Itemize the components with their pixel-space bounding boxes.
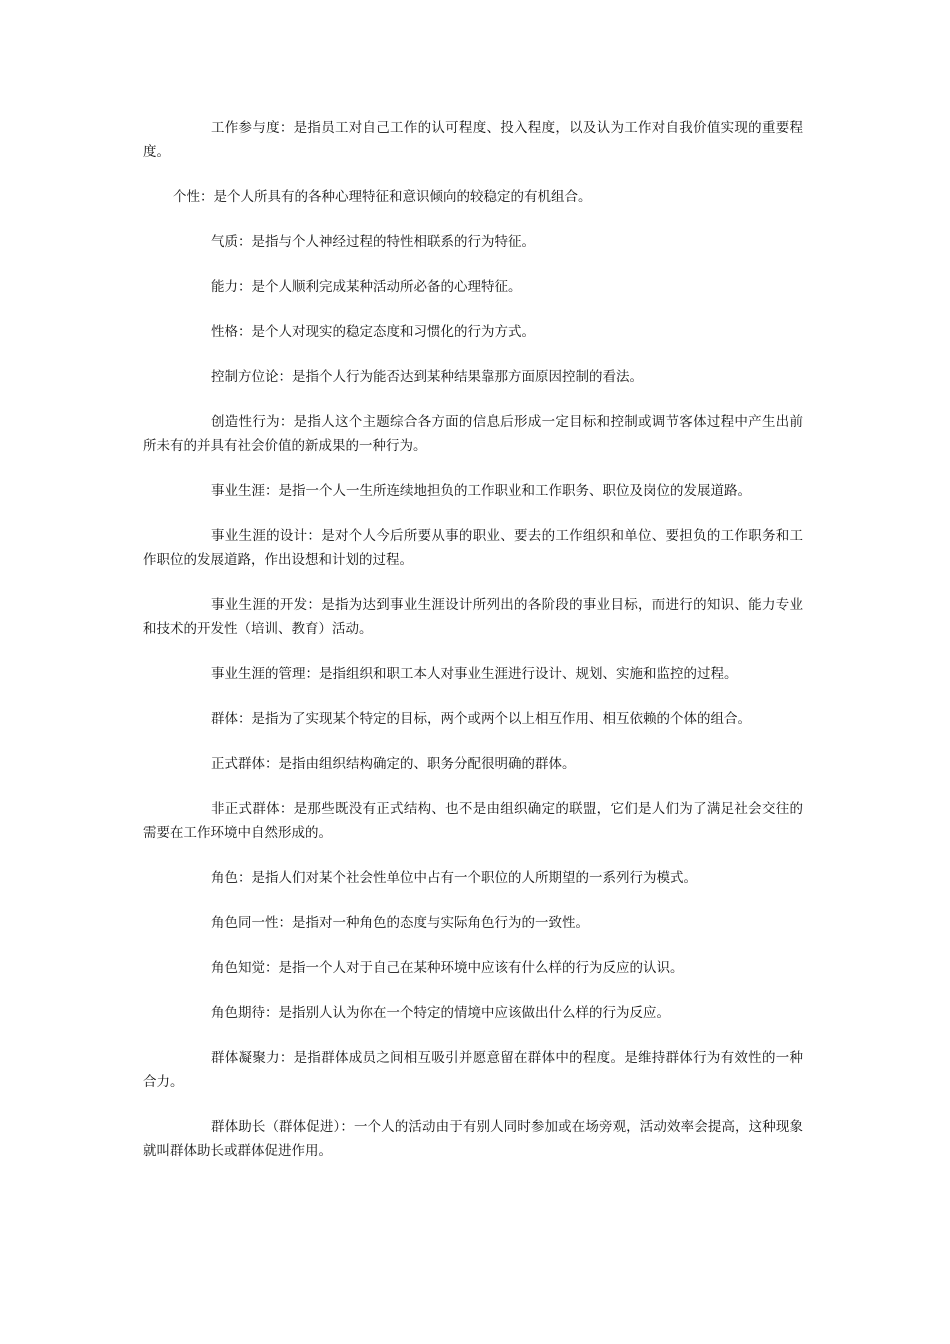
paragraph-career-development: 事业生涯的开发：是指为达到事业生涯设计所列出的各阶段的事业目标，而进行的知识、能力专业和技术的开发性（培训、教育）活动。 xyxy=(143,597,803,637)
document-body xyxy=(143,116,803,1184)
paragraph-career-design: 事业生涯的设计：是对个人今后所要从事的职业、要去的工作组织和单位、要担负的工作职务和工作职位的发展道路，作出设想和计划的过程。 xyxy=(143,528,803,568)
paragraph-character: 性格：是个人对现实的稳定态度和习惯化的行为方式。 xyxy=(211,324,535,340)
paragraph-role: 角色：是指人们对某个社会性单位中占有一个职位的人所期望的一系列行为模式。 xyxy=(211,870,697,886)
paragraph-role-expectation: 角色期待：是指别人认为你在一个特定的情境中应该做出什么样的行为反应。 xyxy=(211,1005,670,1021)
paragraph-creative-behavior: 创造性行为：是指人这个主题综合各方面的信息后形成一定目标和控制或调节客体过程中产生出前所未有的并具有社会价值的新成果的一种行为。 xyxy=(143,414,803,454)
paragraph-locus-of-control: 控制方位论：是指个人行为能否达到某种结果靠那方面原因控制的看法。 xyxy=(211,369,643,385)
paragraph-group-cohesion: 群体凝聚力：是指群体成员之间相互吸引并愿意留在群体中的程度。是维持群体行为有效性的一种合力。 xyxy=(143,1050,803,1090)
paragraph-career-management: 事业生涯的管理：是指组织和职工本人对事业生涯进行设计、规划、实施和监控的过程。 xyxy=(211,666,738,682)
paragraph-group: 群体：是指为了实现某个特定的目标，两个或两个以上相互作用、相互依赖的个体的组合。 xyxy=(211,711,751,727)
paragraph-career: 事业生涯：是指一个人一生所连续地担负的工作职业和工作职务、职位及岗位的发展道路。 xyxy=(211,483,751,499)
paragraph-role-identity: 角色同一性：是指对一种角色的态度与实际角色行为的一致性。 xyxy=(211,915,589,931)
paragraph-job-involvement: 工作参与度：是指员工对自己工作的认可程度、投入程度，以及认为工作对自我价值实现的重要程度。 xyxy=(143,120,803,160)
paragraph-role-perception: 角色知觉：是指一个人对于自己在某种环境中应该有什么样的行为反应的认识。 xyxy=(211,960,684,976)
paragraph-social-facilitation: 群体助长（群体促进）：一个人的活动由于有别人同时参加或在场旁观，活动效率会提高，这种现象就叫群体助长或群体促进作用。 xyxy=(143,1119,803,1159)
paragraph-formal-group: 正式群体：是指由组织结构确定的、职务分配很明确的群体。 xyxy=(211,756,576,772)
paragraph-temperament: 气质：是指与个人神经过程的特性相联系的行为特征。 xyxy=(211,234,535,250)
paragraph-informal-group: 非正式群体：是那些既没有正式结构、也不是由组织确定的联盟，它们是人们为了满足社会交往的需要在工作环境中自然形成的。 xyxy=(143,801,803,841)
paragraph-personality: 个性：是个人所具有的各种心理特征和意识倾向的较稳定的有机组合。 xyxy=(173,189,592,205)
paragraph-ability: 能力：是个人顺利完成某种活动所必备的心理特征。 xyxy=(211,279,522,295)
